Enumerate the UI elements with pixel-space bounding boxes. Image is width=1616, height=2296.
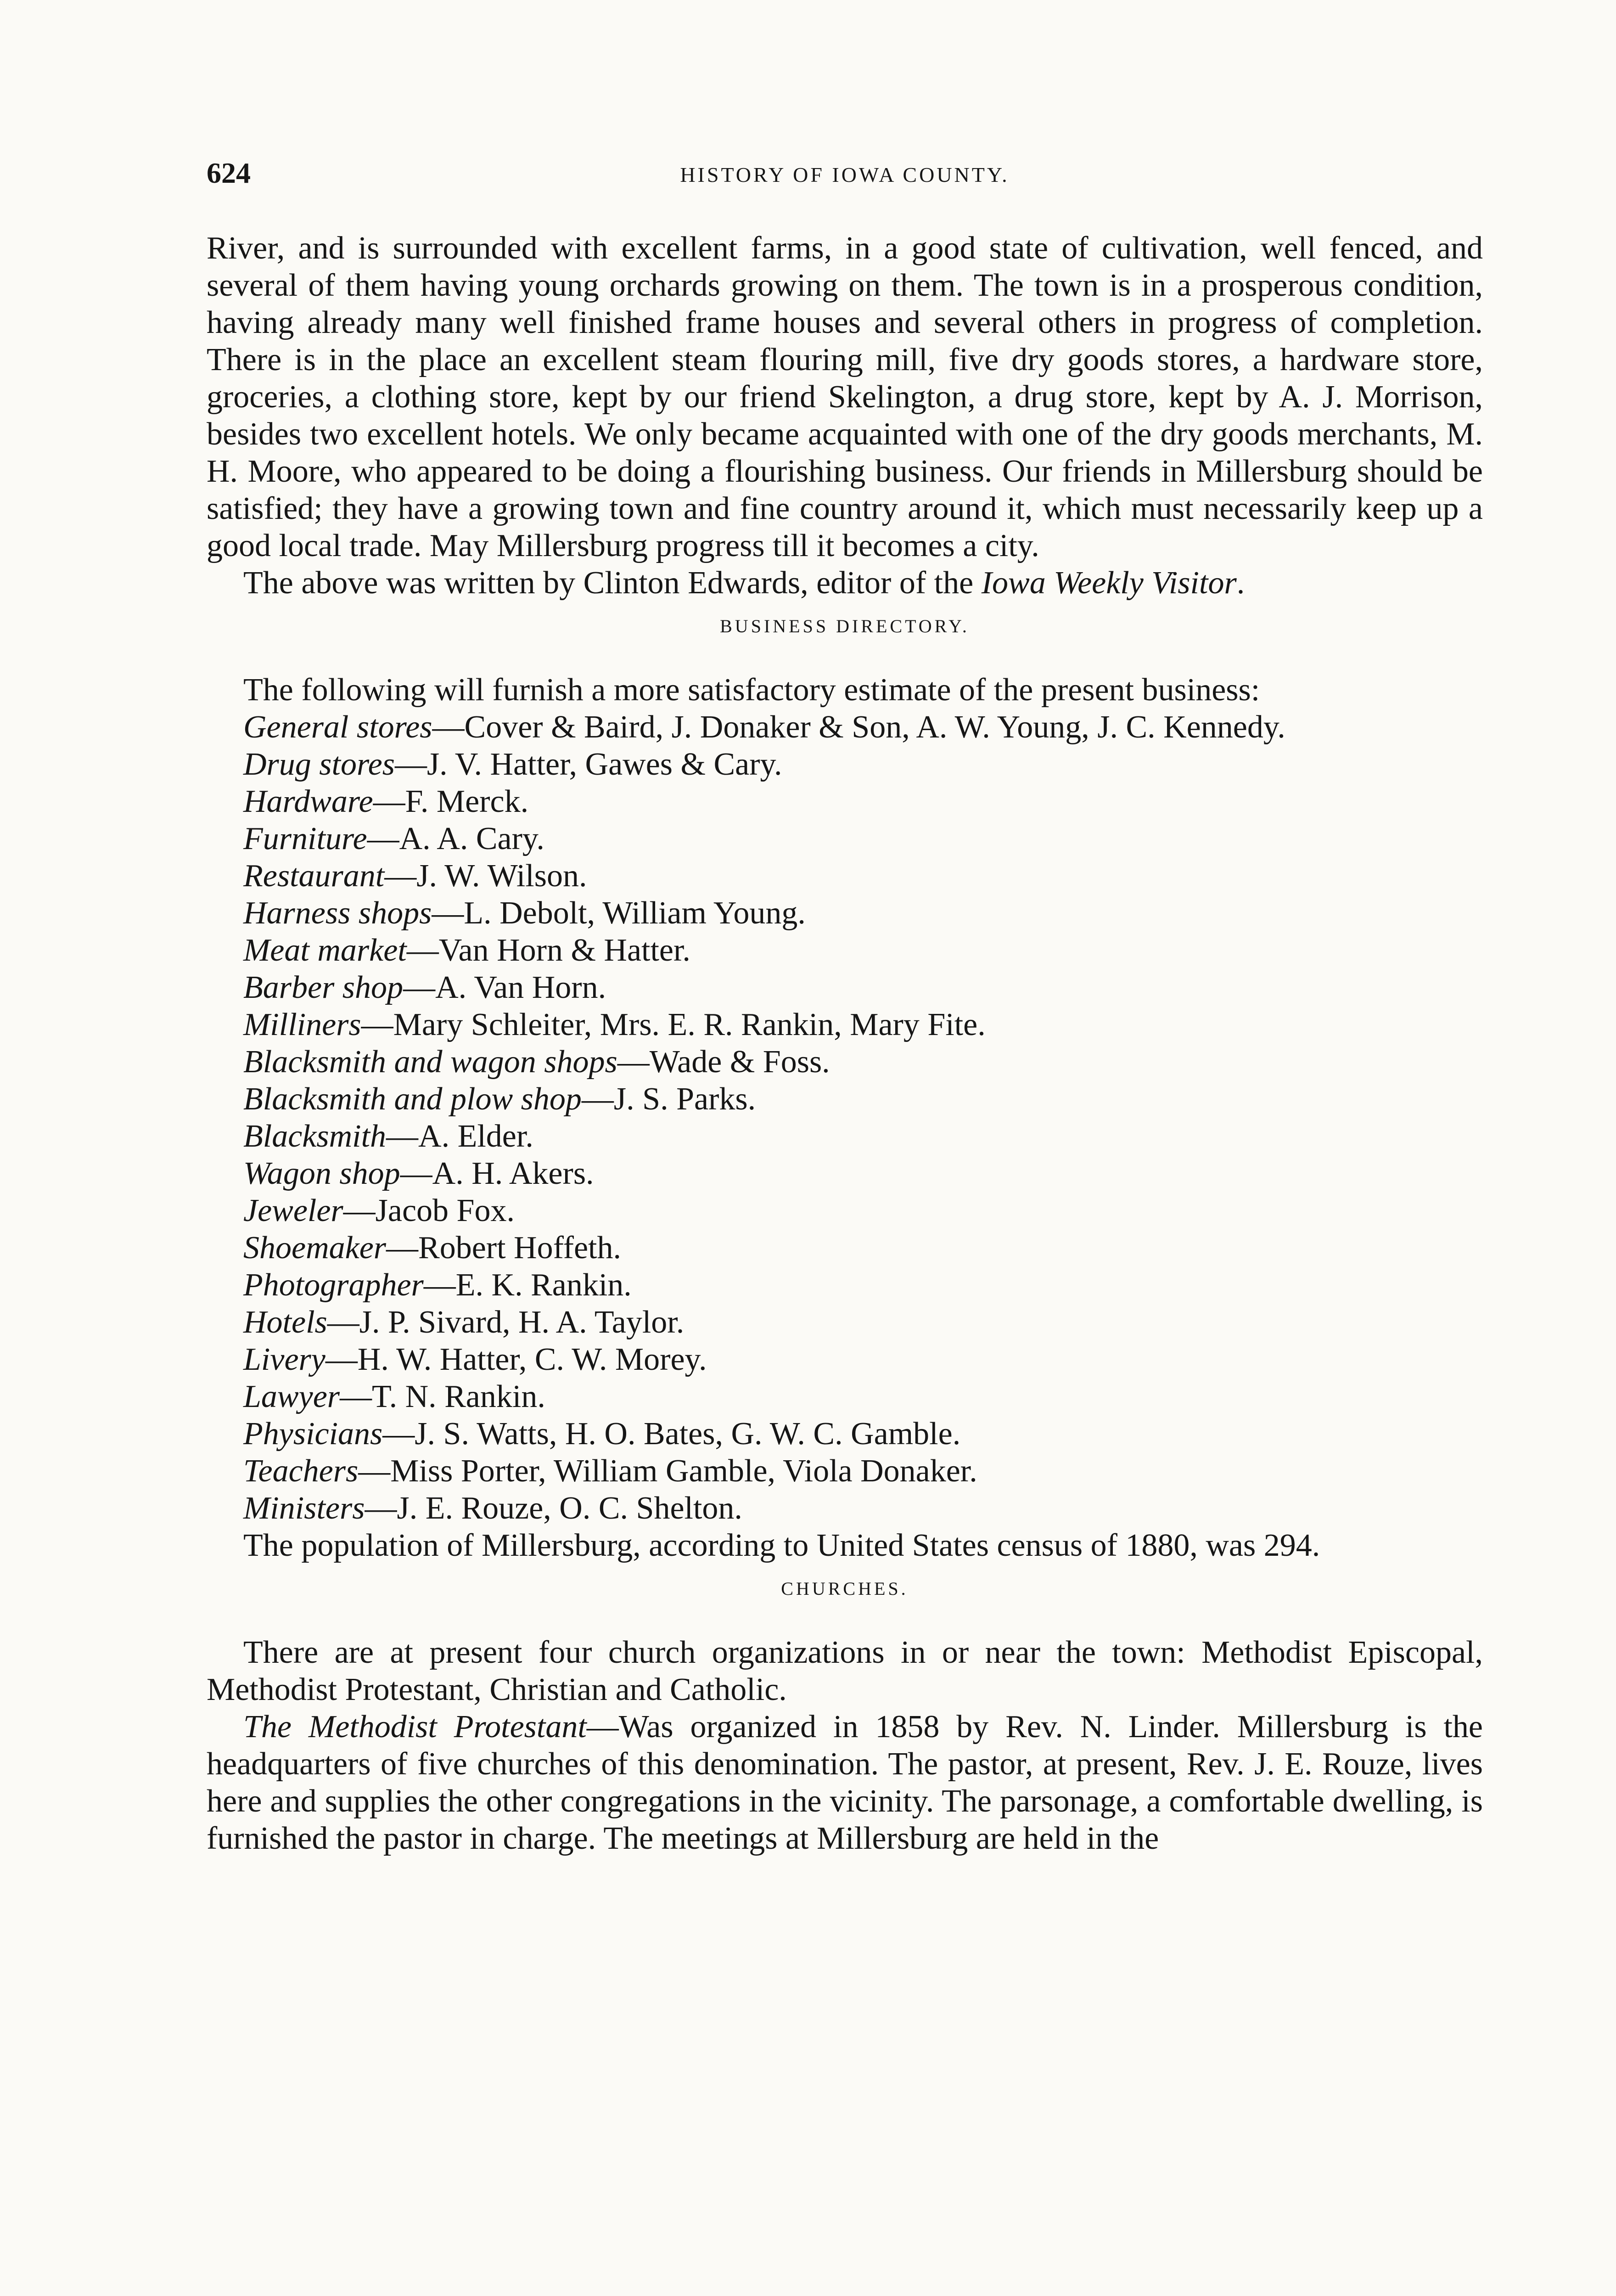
directory-separator: —	[386, 1230, 419, 1266]
directory-separator: —	[432, 895, 464, 931]
directory-names: J. E. Rouze, O. C. Shelton.	[397, 1491, 742, 1526]
directory-entry	[207, 1490, 1483, 1527]
directory-category: Livery	[243, 1342, 325, 1377]
directory-separator: —	[367, 821, 399, 856]
directory-category: Milliners	[243, 1007, 361, 1042]
directory-names: Miss Porter, William Gamble, Viola Donaker.	[390, 1453, 977, 1489]
directory-entry	[207, 857, 1483, 895]
directory-category: Lawyer	[243, 1379, 340, 1414]
directory-separator: —	[423, 1267, 456, 1303]
directory-category: General stores	[243, 709, 432, 745]
directory-names: L. Debolt, William Young.	[464, 895, 806, 931]
methodist-protestant-paragraph	[207, 1708, 1483, 1857]
directory-category: Drug stores	[243, 747, 395, 782]
directory-entry	[207, 1229, 1483, 1266]
directory-separator: —	[581, 1081, 614, 1117]
population-paragraph: The population of Millersburg, according to United States census of 1880, was 294.	[243, 1528, 1320, 1563]
attribution-end: .	[1236, 565, 1245, 601]
directory-separator: —	[617, 1044, 650, 1080]
directory-entry	[207, 895, 1483, 932]
directory-entry	[207, 1006, 1483, 1043]
intro-paragraph: River, and is surrounded with excellent farms, in a good state of cultivation, well fenced, and several of them having young orchards growing on them. The town is in a prosperous condition, having already many well finished frame houses and several others in progress of completion. There is in the place an excellent steam flouring mill, five dry goods stores, a hardware store, groceries, a clothing store, kept by our friend Skelington, a drug store, kept by A. J. Morrison, besides two excellent hotels. We only became acquainted with one of the dry goods merchants, M. H. Moore, who appeared to be doing a flourishing business. Our friends in Millersburg should be satisfied; they have a growing town and fine country around it, which must necessarily keep up a good local trade. May Millersburg progress till it becomes a city.	[207, 231, 1483, 563]
directory-names: A. H. Akers.	[432, 1156, 594, 1191]
directory-category: Harness shops	[243, 895, 432, 931]
directory-entry	[207, 1415, 1483, 1452]
directory-entry	[207, 1155, 1483, 1192]
directory-entry	[207, 783, 1483, 820]
directory-separator: —	[432, 709, 465, 745]
directory-names: H. W. Hatter, C. W. Morey.	[357, 1342, 707, 1377]
directory-names: J. S. Parks.	[613, 1081, 756, 1117]
directory-separator: —	[361, 1007, 393, 1042]
directory-separator: —	[406, 933, 439, 968]
directory-names: J. V. Hatter, Gawes & Cary.	[426, 747, 782, 782]
directory-names: Cover & Baird, J. Donaker & Son, A. W. Young, J. C. Kennedy.	[464, 709, 1285, 745]
directory-names: E. K. Rankin.	[455, 1267, 632, 1303]
directory-separator: —	[400, 1156, 432, 1191]
directory-names: A. A. Cary.	[399, 821, 544, 856]
directory-entry	[207, 1192, 1483, 1229]
directory-entry	[207, 1304, 1483, 1341]
page-header	[207, 156, 1483, 197]
directory-entry	[207, 1341, 1483, 1378]
directory-entry	[207, 1043, 1483, 1080]
directory-category: Barber shop	[243, 970, 404, 1005]
directory-category: Blacksmith and plow shop	[243, 1081, 582, 1117]
directory-separator: —	[325, 1342, 358, 1377]
publication-title: Iowa Weekly Visitor	[981, 565, 1237, 601]
directory-category: Shoemaker	[243, 1230, 387, 1266]
directory-names: J. W. Wilson.	[416, 858, 587, 894]
directory-category: Wagon shop	[243, 1156, 400, 1191]
directory-category: Hardware	[243, 784, 373, 819]
directory-category: Hotels	[243, 1305, 327, 1340]
page-number: 624	[207, 157, 251, 189]
directory-names: J. S. Watts, H. O. Bates, G. W. C. Gamble.	[415, 1416, 961, 1452]
directory-names: Jacob Fox.	[375, 1193, 515, 1228]
directory-separator: —	[394, 747, 427, 782]
directory-names: A. Elder.	[418, 1119, 533, 1154]
methodist-protestant-label: The Methodist Protestant	[243, 1709, 587, 1745]
directory-category: Meat market	[243, 933, 407, 968]
directory-category: Teachers	[243, 1453, 359, 1489]
directory-category: Photographer	[243, 1267, 424, 1303]
directory-separator: —	[386, 1119, 419, 1154]
book-page	[207, 156, 1483, 1857]
directory-separator: —	[373, 784, 405, 819]
directory-separator: —	[382, 1416, 415, 1452]
directory-names: Van Horn & Hatter.	[438, 933, 690, 968]
directory-entry	[207, 969, 1483, 1006]
directory-entry	[207, 709, 1483, 746]
directory-category: Restaurant	[243, 858, 385, 894]
directory-entry	[207, 746, 1483, 783]
directory-names: A. Van Horn.	[435, 970, 606, 1005]
directory-names: Wade & Foss.	[649, 1044, 830, 1080]
directory-entry	[207, 932, 1483, 969]
methodist-protestant-sep: —	[586, 1709, 619, 1745]
directory-names: F. Merck.	[405, 784, 529, 819]
attribution-text: The above was written by Clinton Edwards, editor of the	[243, 565, 974, 601]
directory-entry	[207, 1266, 1483, 1304]
directory-names: T. N. Rankin.	[372, 1379, 545, 1414]
running-head: HISTORY OF IOWA COUNTY.	[680, 163, 1010, 186]
directory-intro: The following will furnish a more satisfactory estimate of the present business:	[243, 672, 1260, 708]
directory-separator: —	[343, 1193, 376, 1228]
directory-separator: —	[365, 1491, 397, 1526]
directory-category: Physicians	[243, 1416, 383, 1452]
directory-category: Ministers	[243, 1491, 365, 1526]
directory-category: Blacksmith	[243, 1119, 387, 1154]
directory-names: J. P. Sivard, H. A. Taylor.	[359, 1305, 685, 1340]
directory-entry	[207, 1378, 1483, 1415]
churches-heading: CHURCHES.	[781, 1578, 909, 1599]
directory-names: Robert Hoffeth.	[418, 1230, 621, 1266]
directory-category: Furniture	[243, 821, 367, 856]
churches-intro: There are at present four church organizations in or near the town: Methodist Episcopal, Methodist Protestant, Christian and Catholic.	[207, 1635, 1483, 1707]
directory-names: Mary Schleiter, Mrs. E. R. Rankin, Mary Fite.	[393, 1007, 986, 1042]
directory-entry	[207, 1118, 1483, 1155]
directory-list	[207, 709, 1483, 1527]
business-directory-heading: BUSINESS DIRECTORY.	[720, 616, 970, 636]
directory-entry	[207, 820, 1483, 857]
directory-category: Jeweler	[243, 1193, 343, 1228]
directory-category: Blacksmith and wagon shops	[243, 1044, 617, 1080]
directory-separator: —	[403, 970, 436, 1005]
directory-separator: —	[358, 1453, 391, 1489]
directory-entry	[207, 1452, 1483, 1490]
directory-entry	[207, 1080, 1483, 1118]
directory-separator: —	[340, 1379, 372, 1414]
attribution-paragraph	[207, 564, 1483, 602]
directory-separator: —	[327, 1305, 359, 1340]
directory-separator: —	[384, 858, 417, 894]
methodist-protestant-text: Was organized in 1858 by Rev. N. Linder. Millersburg is the headquarters of five churches of this denomination. The pastor, at present, Rev. J. E. Rouze, lives here and supplies the other congregations in the vicinity. The parsonage, a comfortable dwelling, is furnished the pastor in charge. The meetings at Millersburg are held in the	[207, 1709, 1483, 1856]
